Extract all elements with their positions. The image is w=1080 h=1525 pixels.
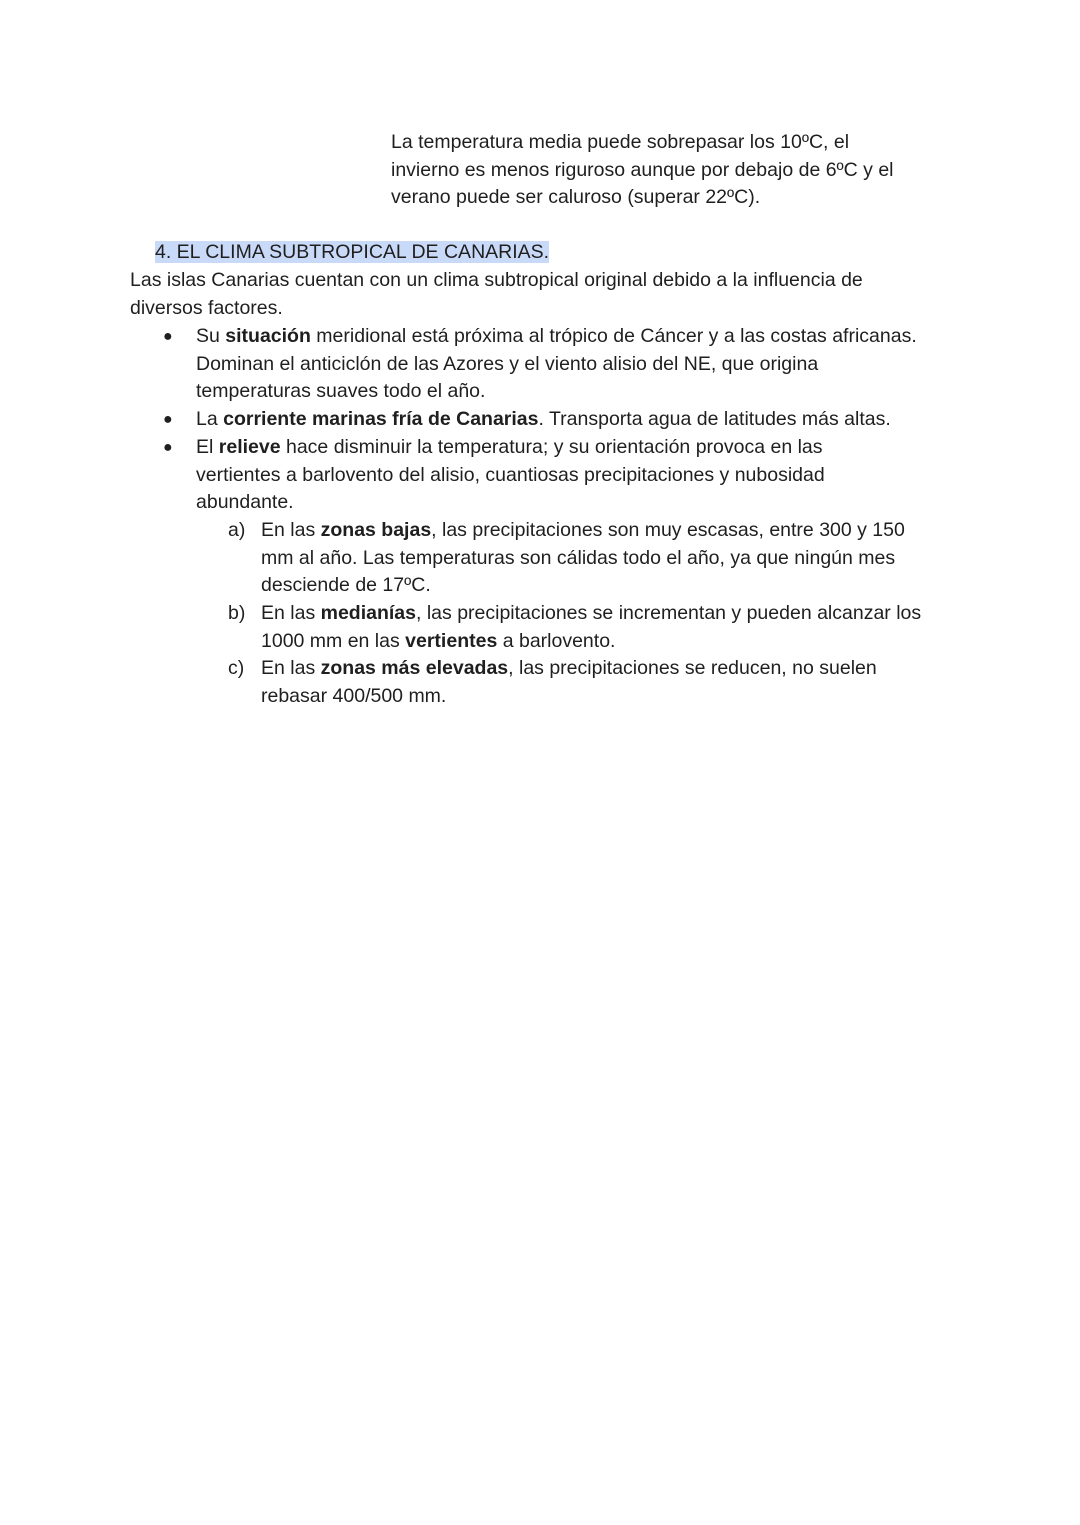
text-line: El relieve hace disminuir la temperatura; y su orientación provoca en las bbox=[196, 435, 823, 458]
text-line: vertientes a barlovento del alisio, cuantiosas precipitaciones y nubosidad bbox=[196, 463, 825, 486]
sublist-item bbox=[130, 517, 960, 600]
bullet-marker: ● bbox=[163, 438, 173, 456]
text-line: rebasar 400/500 mm. bbox=[261, 685, 447, 708]
text-line: verano puede ser caluroso (superar 22ºC). bbox=[391, 186, 761, 209]
text-line: La corriente marinas fría de Canarias. Transporta agua de latitudes más altas. bbox=[196, 408, 891, 431]
sublist-item bbox=[130, 655, 960, 710]
text-line: temperaturas suaves todo el año. bbox=[196, 380, 486, 403]
section-heading bbox=[155, 239, 549, 267]
sublist-marker: a) bbox=[228, 518, 246, 541]
text-line: invierno es menos riguroso aunque por debajo de 6ºC y el bbox=[391, 158, 894, 181]
text-line: En las medianías, las precipitaciones se incrementan y pueden alcanzar los bbox=[261, 602, 922, 625]
section-heading-text: 4. EL CLIMA SUBTROPICAL DE CANARIAS. bbox=[155, 241, 550, 263]
intro-paragraph bbox=[130, 267, 930, 322]
text-line: desciende de 17ºC. bbox=[261, 574, 431, 597]
zones-sublist bbox=[130, 517, 960, 711]
text-line: Su situación meridional está próxima al trópico de Cáncer y a las costas africanas. bbox=[196, 325, 917, 347]
text-line: Dominan el anticiclón de las Azores y el viento alisio del NE, que origina bbox=[196, 352, 819, 375]
factors-list bbox=[130, 323, 960, 711]
text-line: abundante. bbox=[196, 491, 294, 514]
text-line: La temperatura media puede sobrepasar los 10ºC, el bbox=[391, 131, 850, 153]
text-line: 1000 mm en las vertientes a barlovento. bbox=[261, 629, 616, 652]
bullet-marker: ● bbox=[163, 328, 173, 345]
bullet-marker: ● bbox=[163, 411, 173, 429]
sublist-marker: c) bbox=[228, 657, 245, 680]
continuation-paragraph bbox=[391, 129, 951, 212]
text-line: En las zonas más elevadas, las precipitaciones se reducen, no suelen bbox=[261, 657, 877, 680]
list-item bbox=[130, 406, 960, 434]
text-line: En las zonas bajas, las precipitaciones son muy escasas, entre 300 y 150 bbox=[261, 518, 905, 541]
text-line: diversos factores. bbox=[130, 296, 283, 319]
sublist-marker: b) bbox=[228, 602, 246, 625]
text-line: Las islas Canarias cuentan con un clima subtropical original debido a la influencia de bbox=[130, 269, 863, 291]
sublist-item bbox=[130, 600, 960, 655]
text-line: mm al año. Las temperaturas son cálidas todo el año, ya que ningún mes bbox=[261, 546, 896, 569]
list-item bbox=[130, 434, 960, 517]
list-item bbox=[130, 323, 960, 406]
sublist-container bbox=[130, 517, 960, 711]
